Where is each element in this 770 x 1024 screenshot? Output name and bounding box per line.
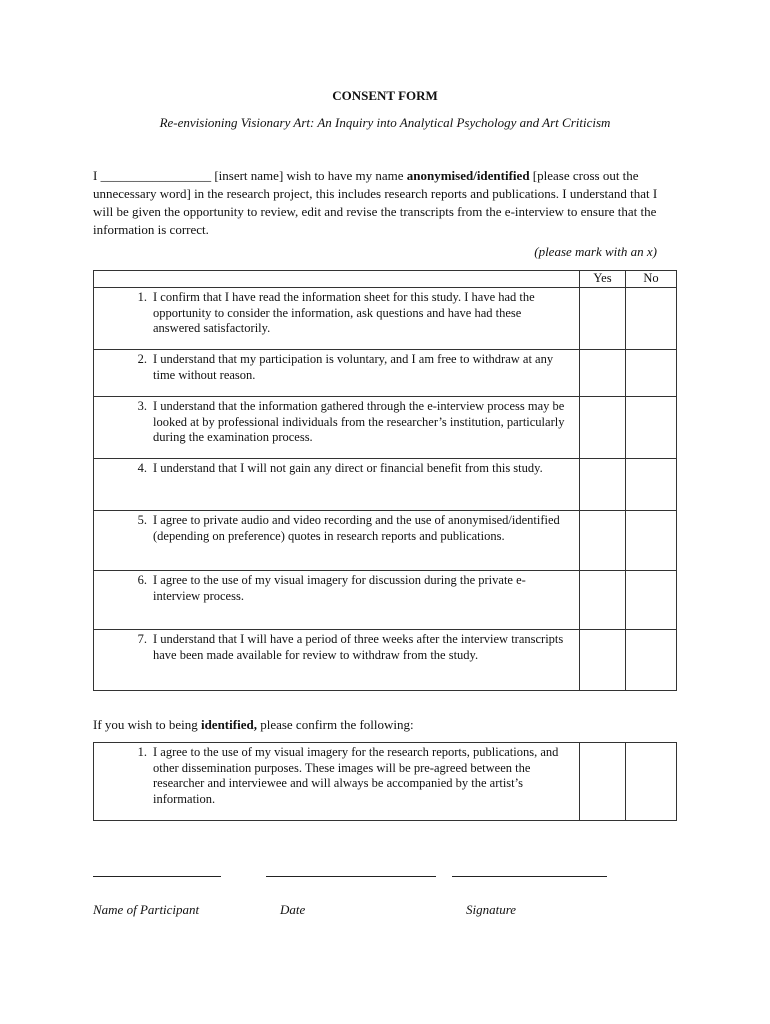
identified-prefix: If you wish to being bbox=[93, 717, 201, 732]
yes-checkbox-cell[interactable] bbox=[580, 571, 626, 630]
date-line[interactable] bbox=[266, 876, 436, 878]
intro-bold-choice: anonymised/identified bbox=[406, 168, 530, 183]
item-text: I confirm that I have read the information sheet for this study. I have had the opportunity to consider the information, ask questions and have had these answered satisfactorily. bbox=[153, 290, 535, 335]
yes-column-header: Yes bbox=[580, 271, 626, 288]
no-column-header: No bbox=[626, 271, 677, 288]
no-checkbox-cell[interactable] bbox=[626, 350, 677, 397]
item-text: I agree to the use of my visual imagery for discussion during the private e-interview process. bbox=[153, 573, 526, 603]
no-checkbox-cell[interactable] bbox=[626, 511, 677, 571]
page-subtitle: Re-envisioning Visionary Art: An Inquiry into Analytical Psychology and Art Criticism bbox=[159, 115, 611, 130]
item-number: 5. bbox=[137, 513, 147, 527]
mark-instruction: (please mark with an x) bbox=[534, 244, 657, 259]
no-checkbox-cell[interactable] bbox=[626, 288, 677, 350]
consent-table bbox=[93, 270, 677, 691]
table-row bbox=[94, 630, 677, 691]
no-checkbox-cell[interactable] bbox=[626, 459, 677, 511]
item-text: I understand that the information gathered through the e-interview process may be looked at by professional individuals from the researcher’s institution, particularly during the examination process. bbox=[153, 399, 565, 444]
item-number: 2. bbox=[137, 352, 147, 366]
item-number: 4. bbox=[137, 461, 147, 475]
signature-label: Signature bbox=[466, 902, 517, 917]
item-number: 1. bbox=[137, 745, 147, 759]
item-text: I agree to the use of my visual imagery for the research reports, publications, and other dissemination purposes. These images will be pre-agreed between the researcher and interviewee and will always be accompanied by the artist’s information. bbox=[153, 745, 559, 806]
identified-instruction bbox=[93, 717, 414, 733]
table-row bbox=[94, 459, 677, 511]
table-row bbox=[94, 350, 677, 397]
item-number: 7. bbox=[137, 632, 147, 646]
no-checkbox-cell[interactable] bbox=[626, 397, 677, 459]
yes-checkbox-cell[interactable] bbox=[580, 511, 626, 571]
consent-table-header bbox=[94, 271, 677, 288]
date-label: Date bbox=[280, 902, 306, 917]
table-row bbox=[94, 743, 677, 821]
participant-name-line[interactable] bbox=[93, 876, 221, 878]
item-text: I agree to private audio and video recording and the use of anonymised/identified (depending on preference) quotes in research reports and publications. bbox=[153, 513, 560, 543]
item-number: 1. bbox=[137, 290, 147, 304]
identified-consent-table bbox=[93, 742, 677, 821]
no-checkbox-cell[interactable] bbox=[626, 743, 677, 821]
item-number: 3. bbox=[137, 399, 147, 413]
yes-checkbox-cell[interactable] bbox=[580, 288, 626, 350]
intro-text-start: I _________________ [insert name] wish to have my name bbox=[93, 168, 407, 183]
table-row bbox=[94, 511, 677, 571]
intro-paragraph bbox=[93, 167, 678, 239]
table-row bbox=[94, 571, 677, 630]
no-checkbox-cell[interactable] bbox=[626, 630, 677, 691]
item-text: I understand that I will not gain any direct or financial benefit from this study. bbox=[153, 461, 543, 475]
intro-text-end: [please cross out the unnecessary word] in the research project, this includes research reports and publications. I understand that I will be given the opportunity to review, edit and revise the transcripts from the e-interview to ensure that the information is correct. bbox=[93, 168, 658, 237]
no-checkbox-cell[interactable] bbox=[626, 571, 677, 630]
yes-checkbox-cell[interactable] bbox=[580, 630, 626, 691]
identified-suffix: please confirm the following: bbox=[256, 717, 414, 732]
item-text: I understand that I will have a period of three weeks after the interview transcripts have been made available for review to withdraw from the study. bbox=[153, 632, 564, 662]
participant-name-label: Name of Participant bbox=[93, 902, 200, 917]
signature-line[interactable] bbox=[452, 876, 607, 878]
yes-checkbox-cell[interactable] bbox=[580, 459, 626, 511]
item-text: I understand that my participation is voluntary, and I am free to withdraw at any time without reason. bbox=[153, 352, 554, 382]
yes-checkbox-cell[interactable] bbox=[580, 350, 626, 397]
table-row bbox=[94, 288, 677, 350]
item-number: 6. bbox=[137, 573, 147, 587]
identified-bold: identified, bbox=[200, 717, 257, 732]
table-row bbox=[94, 397, 677, 459]
yes-checkbox-cell[interactable] bbox=[580, 743, 626, 821]
yes-checkbox-cell[interactable] bbox=[580, 397, 626, 459]
page-title: CONSENT FORM bbox=[332, 88, 438, 103]
header-blank-cell bbox=[94, 271, 580, 288]
